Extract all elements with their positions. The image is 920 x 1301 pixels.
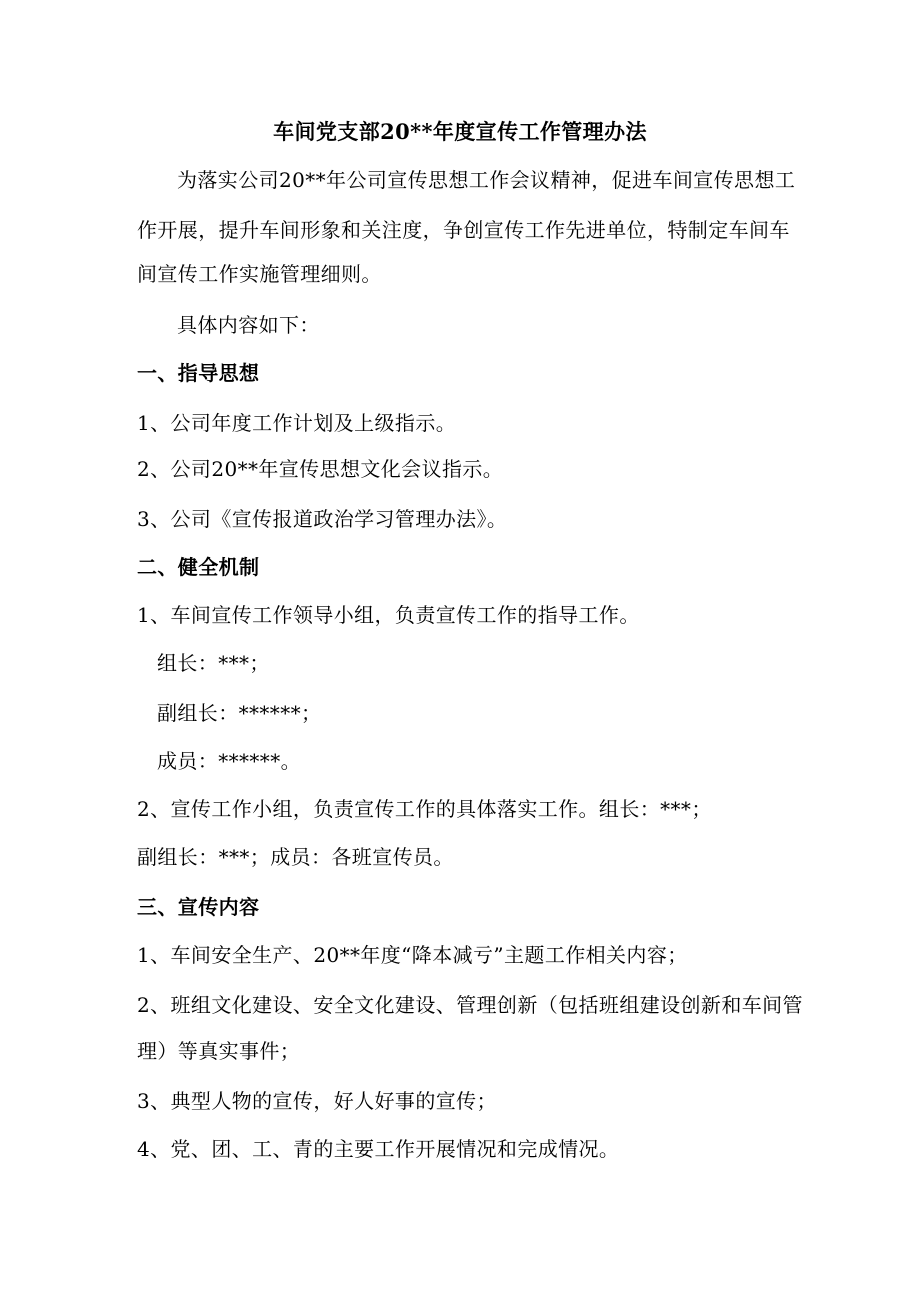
- list-item: 2、公司20**年宣传思想文化会议指示。: [137, 457, 504, 481]
- list-item: 3、公司《宣传报道政治学习管理办法》。: [137, 507, 508, 531]
- intro-line: 间宣传工作实施管理细则。: [137, 262, 382, 286]
- group-deputy: 副组长：******；: [157, 701, 322, 725]
- section-heading: 二、健全机制: [137, 555, 260, 579]
- list-item: 1、公司年度工作计划及上级指示。: [137, 411, 457, 435]
- group-leader: 组长：***；: [157, 651, 270, 675]
- intro-followup: 具体内容如下：: [177, 313, 320, 337]
- list-item: 3、典型人物的宣传，好人好事的宣传；: [137, 1089, 497, 1113]
- document-title: 车间党支部20**年度宣传工作管理办法: [273, 119, 647, 144]
- list-item: 2、班组文化建设、安全文化建设、管理创新（包括班组建设创新和车间管: [137, 993, 803, 1017]
- list-item: 1、车间宣传工作领导小组，负责宣传工作的指导工作。: [137, 603, 640, 627]
- list-item-continuation: 副组长：***；成员：各班宣传员。: [137, 845, 454, 869]
- intro-line: 为落实公司20**年公司宣传思想工作会议精神，促进车间宣传思想工: [177, 168, 796, 192]
- list-item: 2、宣传工作小组，负责宣传工作的具体落实工作。组长：***；: [137, 797, 712, 821]
- list-item: 1、车间安全生产、20**年度“降本减亏”主题工作相关内容；: [137, 943, 688, 967]
- group-members: 成员：******。: [157, 749, 301, 773]
- section-heading: 三、宣传内容: [137, 895, 260, 919]
- list-item: 4、党、团、工、青的主要工作开展情况和完成情况。: [137, 1137, 620, 1161]
- intro-line: 作开展，提升车间形象和关注度，争创宣传工作先进单位，特制定车间车: [137, 218, 790, 242]
- list-item-continuation: 理）等真实事件；: [137, 1039, 301, 1063]
- section-heading: 一、指导思想: [137, 361, 260, 385]
